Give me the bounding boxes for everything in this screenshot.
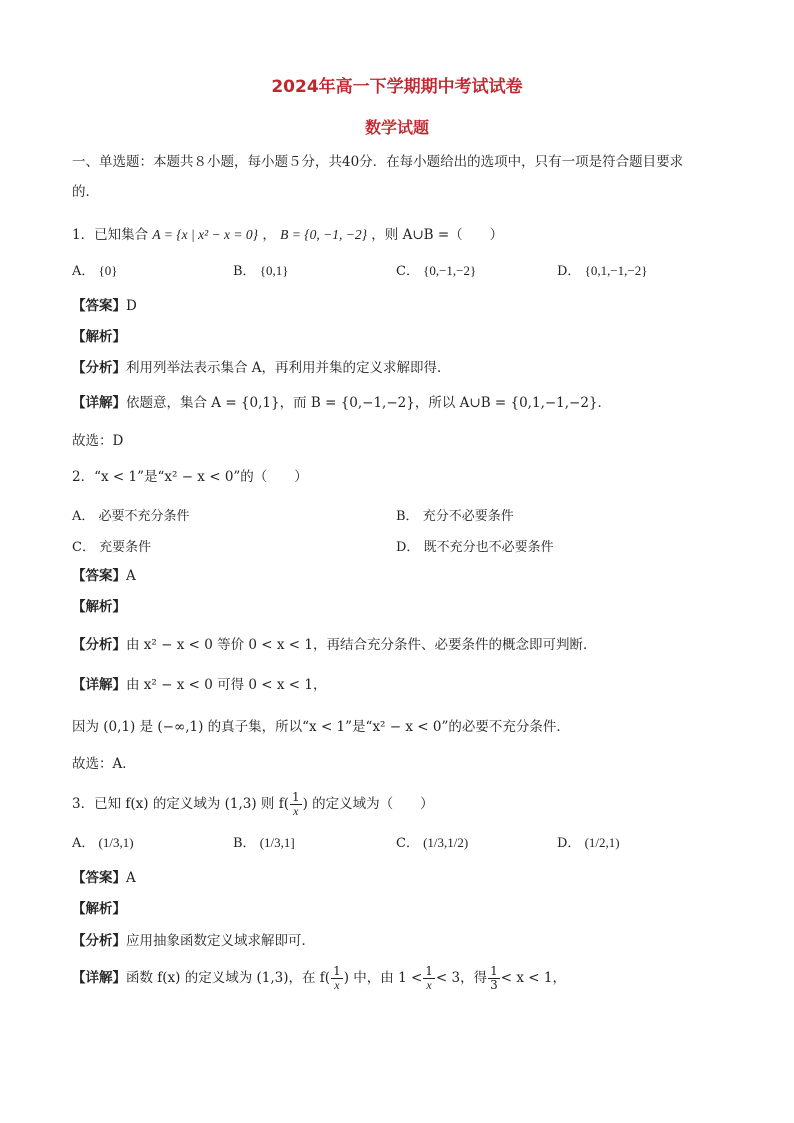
q2-answer: 【答案】A	[72, 568, 136, 584]
q2-stem: 2．“x < 1”是“x² − x < 0”的（ ）	[72, 469, 308, 485]
q1-detail: 【详解】依题意，集合 A = {0,1}，而 B = {0,−1,−2}，所以 A∪B = {0,1,−1,−2}．	[72, 395, 612, 411]
exam-subtitle: 数学试题	[364, 118, 429, 137]
q3-detail-fraction-2: $\frac{1}{x}$	[425, 964, 433, 992]
q3-option-a: A． (1/3,1)	[72, 835, 134, 851]
q1-sep: ，	[262, 227, 276, 243]
q2-fenxi: 【分析】由 x² − x < 0 等价 0 < x < 1，再结合充分条件、必要条件的概念即可判断．	[72, 637, 597, 653]
q3-fraction: $\frac{1}{x}$	[291, 790, 300, 818]
q3-fenxi: 【分析】应用抽象函数定义域求解即可．	[72, 933, 315, 949]
q2-reason: 因为 (0,1) 是 (−∞,1) 的真子集，所以“x < 1”是“x² − x < 0”的必要不充分条件．	[72, 719, 570, 735]
q3-option-c: C． (1/3,1/2)	[396, 835, 469, 851]
q1-conclusion: 故选：D	[72, 433, 124, 449]
q1-set-a: A = {x | x² − x = 0}	[152, 227, 259, 242]
q2-option-a: A． 必要不充分条件	[72, 509, 190, 524]
q1-set-b: B = {0, −1, −2}	[280, 227, 367, 242]
q1-analysis-label: 【解析】	[72, 329, 126, 345]
q2-option-b: B． 充分不必要条件	[396, 509, 514, 524]
q2-analysis-label: 【解析】	[72, 599, 126, 615]
q2-option-c: C． 充要条件	[72, 540, 152, 555]
q3-stem: 3．已知 f(x) 的定义域为 (1,3) 则 f( $\frac{1}{x}$ ) 的定义域为（ ）	[72, 790, 434, 818]
q3-detail-fraction-3: $\frac{1}{3}$	[490, 964, 498, 992]
q2-detail: 【详解】由 x² − x < 0 可得 0 < x < 1，	[72, 677, 327, 693]
section-heading-line1: 一、单选题：本题共８小题，每小题５分，共40分．在每小题给出的选项中，只有一项是符合题目要求	[72, 154, 684, 170]
q3-detail: 【详解】函数 f(x) 的定义域为 (1,3)，在 f( $\frac{1}{x}$ ) 中，由 1 < $\frac{1}{x}$ < 3，得 $\frac{1}{3}$ < x < 1，	[72, 964, 566, 992]
section-heading-line2: 的．	[72, 184, 99, 200]
q1-option-b: B． {0,1}	[233, 263, 289, 279]
q1-option-c: C． {0,−1,−2}	[396, 263, 477, 279]
q1-fenxi: 【分析】利用列举法表示集合 A，再利用并集的定义求解即得．	[72, 360, 451, 376]
q1-answer: 【答案】D	[72, 298, 137, 314]
q3-detail-fraction-1: $\frac{1}{x}$	[333, 964, 341, 992]
q1-stem-prefix: 1．已知集合	[72, 227, 149, 243]
q3-answer: 【答案】A	[72, 870, 136, 886]
q1-option-d: D． {0,1,−1,−2}	[557, 263, 648, 279]
q1-stem	[72, 226, 503, 244]
q3-option-b: B． (1/3,1]	[233, 835, 295, 851]
q3-option-d: D． (1/2,1)	[557, 835, 620, 851]
q3-analysis-label: 【解析】	[72, 901, 126, 917]
q1-stem-suffix: ，则 A∪B =（ ）	[371, 227, 504, 243]
exam-title: 2024年高一下学期期中考试试卷	[271, 77, 523, 97]
q2-conclusion: 故选：A．	[72, 756, 136, 772]
q2-option-d: D． 既不充分也不必要条件	[396, 540, 554, 555]
q1-option-a: A． {0}	[72, 263, 118, 279]
